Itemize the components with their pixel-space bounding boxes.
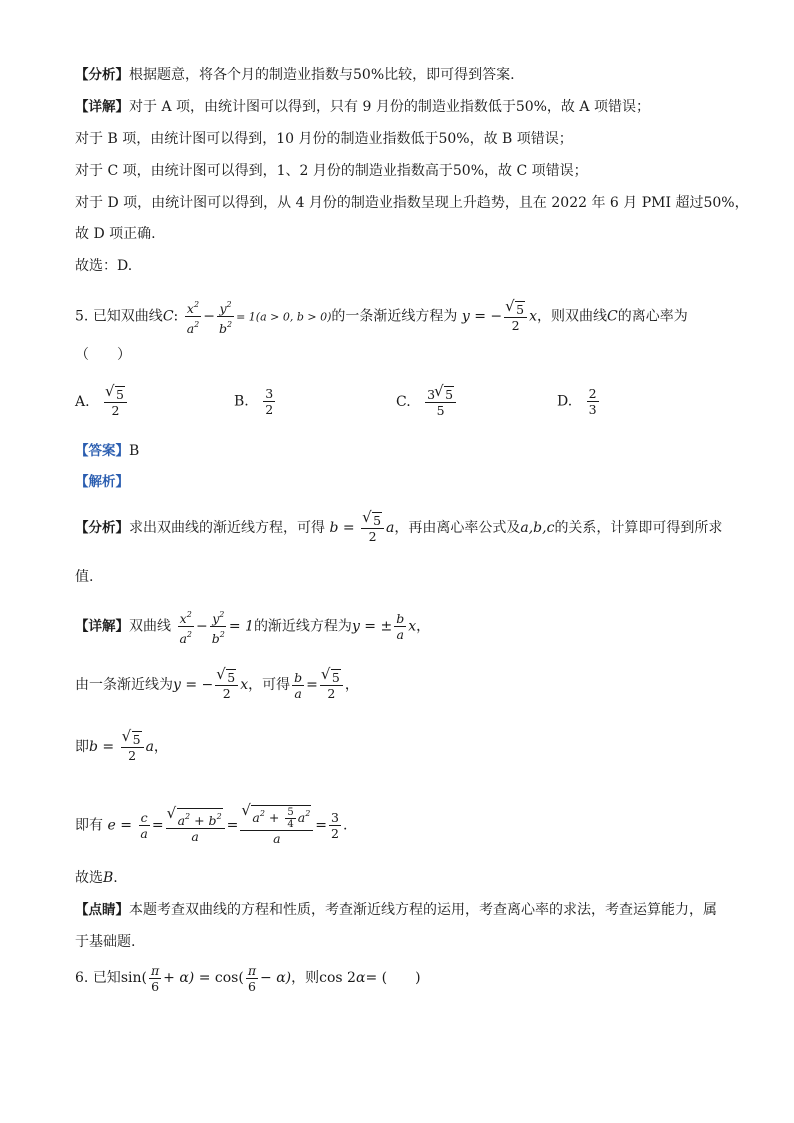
option-b-value (263, 386, 275, 417)
question-suffix-b: 的离心率为 (617, 308, 688, 325)
step3-line: 即b = √ $\frac{5}{2}$ a， (75, 731, 168, 763)
question6-prefix: 已知 (92, 970, 121, 986)
asymptote-slope: √ $\frac{5}{2}$ (504, 301, 527, 333)
step3-value: √ $\frac{5}{2}$ (121, 731, 144, 763)
asymptote-lhs: y = − (461, 308, 503, 325)
option-c-num: 5 (445, 387, 454, 402)
detail-line-b: 对于 B 项，由统计图可以得到，10 月份的制造业指数低于50%，故 B 项错误； (75, 131, 573, 147)
question-5-stem: 5. 已知双曲线C: $\frac{x^2}{a^2}$ − $\frac{y^2}{b^2}$ = 1(a > 0, b > 0)的一条渐近线方程为 y = − √ $\frac{5}{2}$ x，则双曲线C的离心率为 (75, 297, 688, 336)
option-d-num: 2 (588, 386, 597, 401)
dianjing-tag: 【点睛】 (75, 902, 129, 918)
pi-over-6-b: $\frac{\pi}{6}$ (247, 962, 257, 994)
question-middle: 的一条渐近线方程为 (331, 308, 458, 325)
question-suffix-a: ，则双曲线 (537, 308, 607, 325)
conclude-line: 故选B. (75, 870, 118, 886)
step4-line: 即有 e = $\frac{c}{a}$ = √ $\frac{a^2 + b^2}{a}$ = √ $a^2$ + $\frac{5}{4}$ $a^2$ a = $\frac{3}{2}$ . (75, 805, 347, 846)
question-number: 5. (75, 308, 89, 325)
question6-suffix: = ( ) (365, 970, 421, 986)
jiexi-line (75, 472, 129, 492)
option-d-value (587, 386, 599, 417)
fenxi-tag: 【分析】 (75, 67, 129, 83)
detail-line-d2: 故 D 项正确. (75, 226, 156, 242)
dianjing-1: 本题考查双曲线的方程和性质，考查渐近线方程的运用，考查离心率的求法，考查运算能力，属 (129, 902, 717, 918)
question-6-stem: 6. 已知sin( $\frac{\pi}{6}$ + α) = cos( $\frac{\pi}{6}$ − α)，则cos 2α= ( ) (75, 962, 421, 994)
detail-line-c: 对于 C 项，由统计图可以得到，1、2 月份的制造业指数高于50%，故 C 项错误； (75, 163, 588, 179)
option-a[interactable] (75, 386, 129, 418)
answer-line: 故选：D. (75, 258, 133, 274)
e-substituted: √ $a^2$ + $\frac{5}{4}$ $a^2$ a (240, 805, 313, 846)
step2-value: √ $\frac{5}{2}$ (320, 669, 343, 701)
dianjing-line (75, 900, 717, 920)
option-c-value (425, 386, 456, 418)
analysis-line (75, 65, 515, 85)
step2-ba: $\frac{b}{a}$ (294, 669, 303, 701)
detail-line (75, 97, 650, 117)
curve-name: C (162, 308, 174, 325)
option-c-coef: 3 (427, 387, 436, 402)
hyperbola-condition: = 1(a > 0, b > 0) (236, 310, 332, 324)
xiangjie-tag: 【详解】 (75, 99, 129, 115)
option-c-label: C. (396, 394, 411, 410)
pi-over-6-a: $\frac{\pi}{6}$ (150, 962, 160, 994)
step1-y-frac: $\frac{y^2}{b^2}$ (210, 607, 227, 646)
xiangjie-tag-5: 【详解】 (75, 618, 129, 635)
step2-a: 由一条渐近线为 (75, 677, 173, 693)
jiexi-tag: 【解析】 (75, 474, 129, 490)
option-c[interactable] (396, 386, 458, 418)
step1-slope: $\frac{b}{a}$ (396, 611, 405, 642)
e-c-over-a: $\frac{c}{a}$ (140, 810, 148, 841)
option-d[interactable] (557, 386, 601, 417)
b-ratio: √ $\frac{5}{2}$ (361, 512, 384, 544)
fenxi-d: 值. (75, 569, 94, 585)
detail-line-d1: 对于 D 项，由统计图可以得到，从 4 月份的制造业指数呈现上升趋势，且在 2022 年 6 月 PMI 超过50%， (75, 195, 749, 211)
step2-b: ，可得 (248, 677, 291, 693)
fenxi-text: 根据题意，将各个月的制造业指数与50%比较，即可得到答案. (129, 67, 515, 83)
step2-slope: √ $\frac{5}{2}$ (215, 669, 238, 701)
fenxi-a: 求出双曲线的渐近线方程，可得 (129, 520, 325, 536)
dianjing-2: 于基础题. (75, 934, 136, 950)
step3-a: 即 (75, 739, 89, 755)
answer-value: B (129, 443, 140, 459)
step1-a: 双曲线 (129, 618, 171, 635)
conclude-letter: B (103, 870, 114, 886)
option-b-den: 2 (265, 402, 274, 417)
option-b-num: 3 (265, 386, 274, 401)
answer-line-5 (75, 441, 139, 461)
xiangjie-line-5: 【详解】双曲线 $\frac{x^2}{a^2}$ − $\frac{y^2}{b^2}$ = 1的渐近线方程为y = ± $\frac{b}{a}$ x， (75, 607, 430, 646)
fenxi-vars: a,b,c (520, 520, 555, 536)
answer-tag: 【答案】 (75, 443, 129, 459)
step4-a: 即有 (75, 817, 103, 834)
fenxi-tag-5: 【分析】 (75, 520, 129, 536)
question6-middle: ，则 (291, 970, 320, 986)
fenxi-b: ，再由离心率公式及 (394, 520, 521, 536)
option-a-label: A. (75, 394, 90, 410)
step1-b: 的渐近线方程为 (253, 618, 352, 635)
option-d-den: 3 (588, 402, 597, 417)
detail-line-a: 对于 A 项，由统计图可以得到，只有 9 月份的制造业指数低于50%，故 A 项错误； (129, 99, 650, 115)
conclude-text: 故选 (75, 870, 103, 886)
x2-over-a2: $\frac{x^2}{a^2}$ (185, 297, 202, 336)
y2-over-b2: $\frac{y^2}{b^2}$ (217, 297, 234, 336)
option-a-den: 2 (111, 403, 120, 418)
question-prefix: 已知双曲线 (92, 308, 163, 325)
answer-paren: （ ） (75, 347, 131, 363)
question6-number: 6. (75, 970, 89, 986)
option-b-label: B. (234, 393, 249, 410)
fenxi-line-5: 【分析】求出双曲线的渐近线方程，可得 b = √ $\frac{5}{2}$ a，再由离心率公式及a,b,c的关系，计算即可得到所求 (75, 512, 722, 544)
e-sqrt-form: √ $\frac{a^2 + b^2}{a}$ (166, 808, 225, 844)
step2-line: 由一条渐近线为y = − √ $\frac{5}{2}$ x，可得 $\frac{b}{a}$ = √ $\frac{5}{2}$ ， (75, 669, 359, 701)
option-c-den: 5 (436, 403, 445, 418)
option-b[interactable] (234, 386, 277, 417)
option-a-num: 5 (116, 387, 124, 402)
step1-x-frac: $\frac{x^2}{a^2}$ (177, 607, 194, 646)
fenxi-c: 的关系，计算即可得到所求 (554, 520, 723, 536)
option-a-value (104, 386, 127, 418)
option-d-label: D. (557, 393, 573, 410)
e-result: $\frac{3}{2}$ (331, 810, 339, 841)
